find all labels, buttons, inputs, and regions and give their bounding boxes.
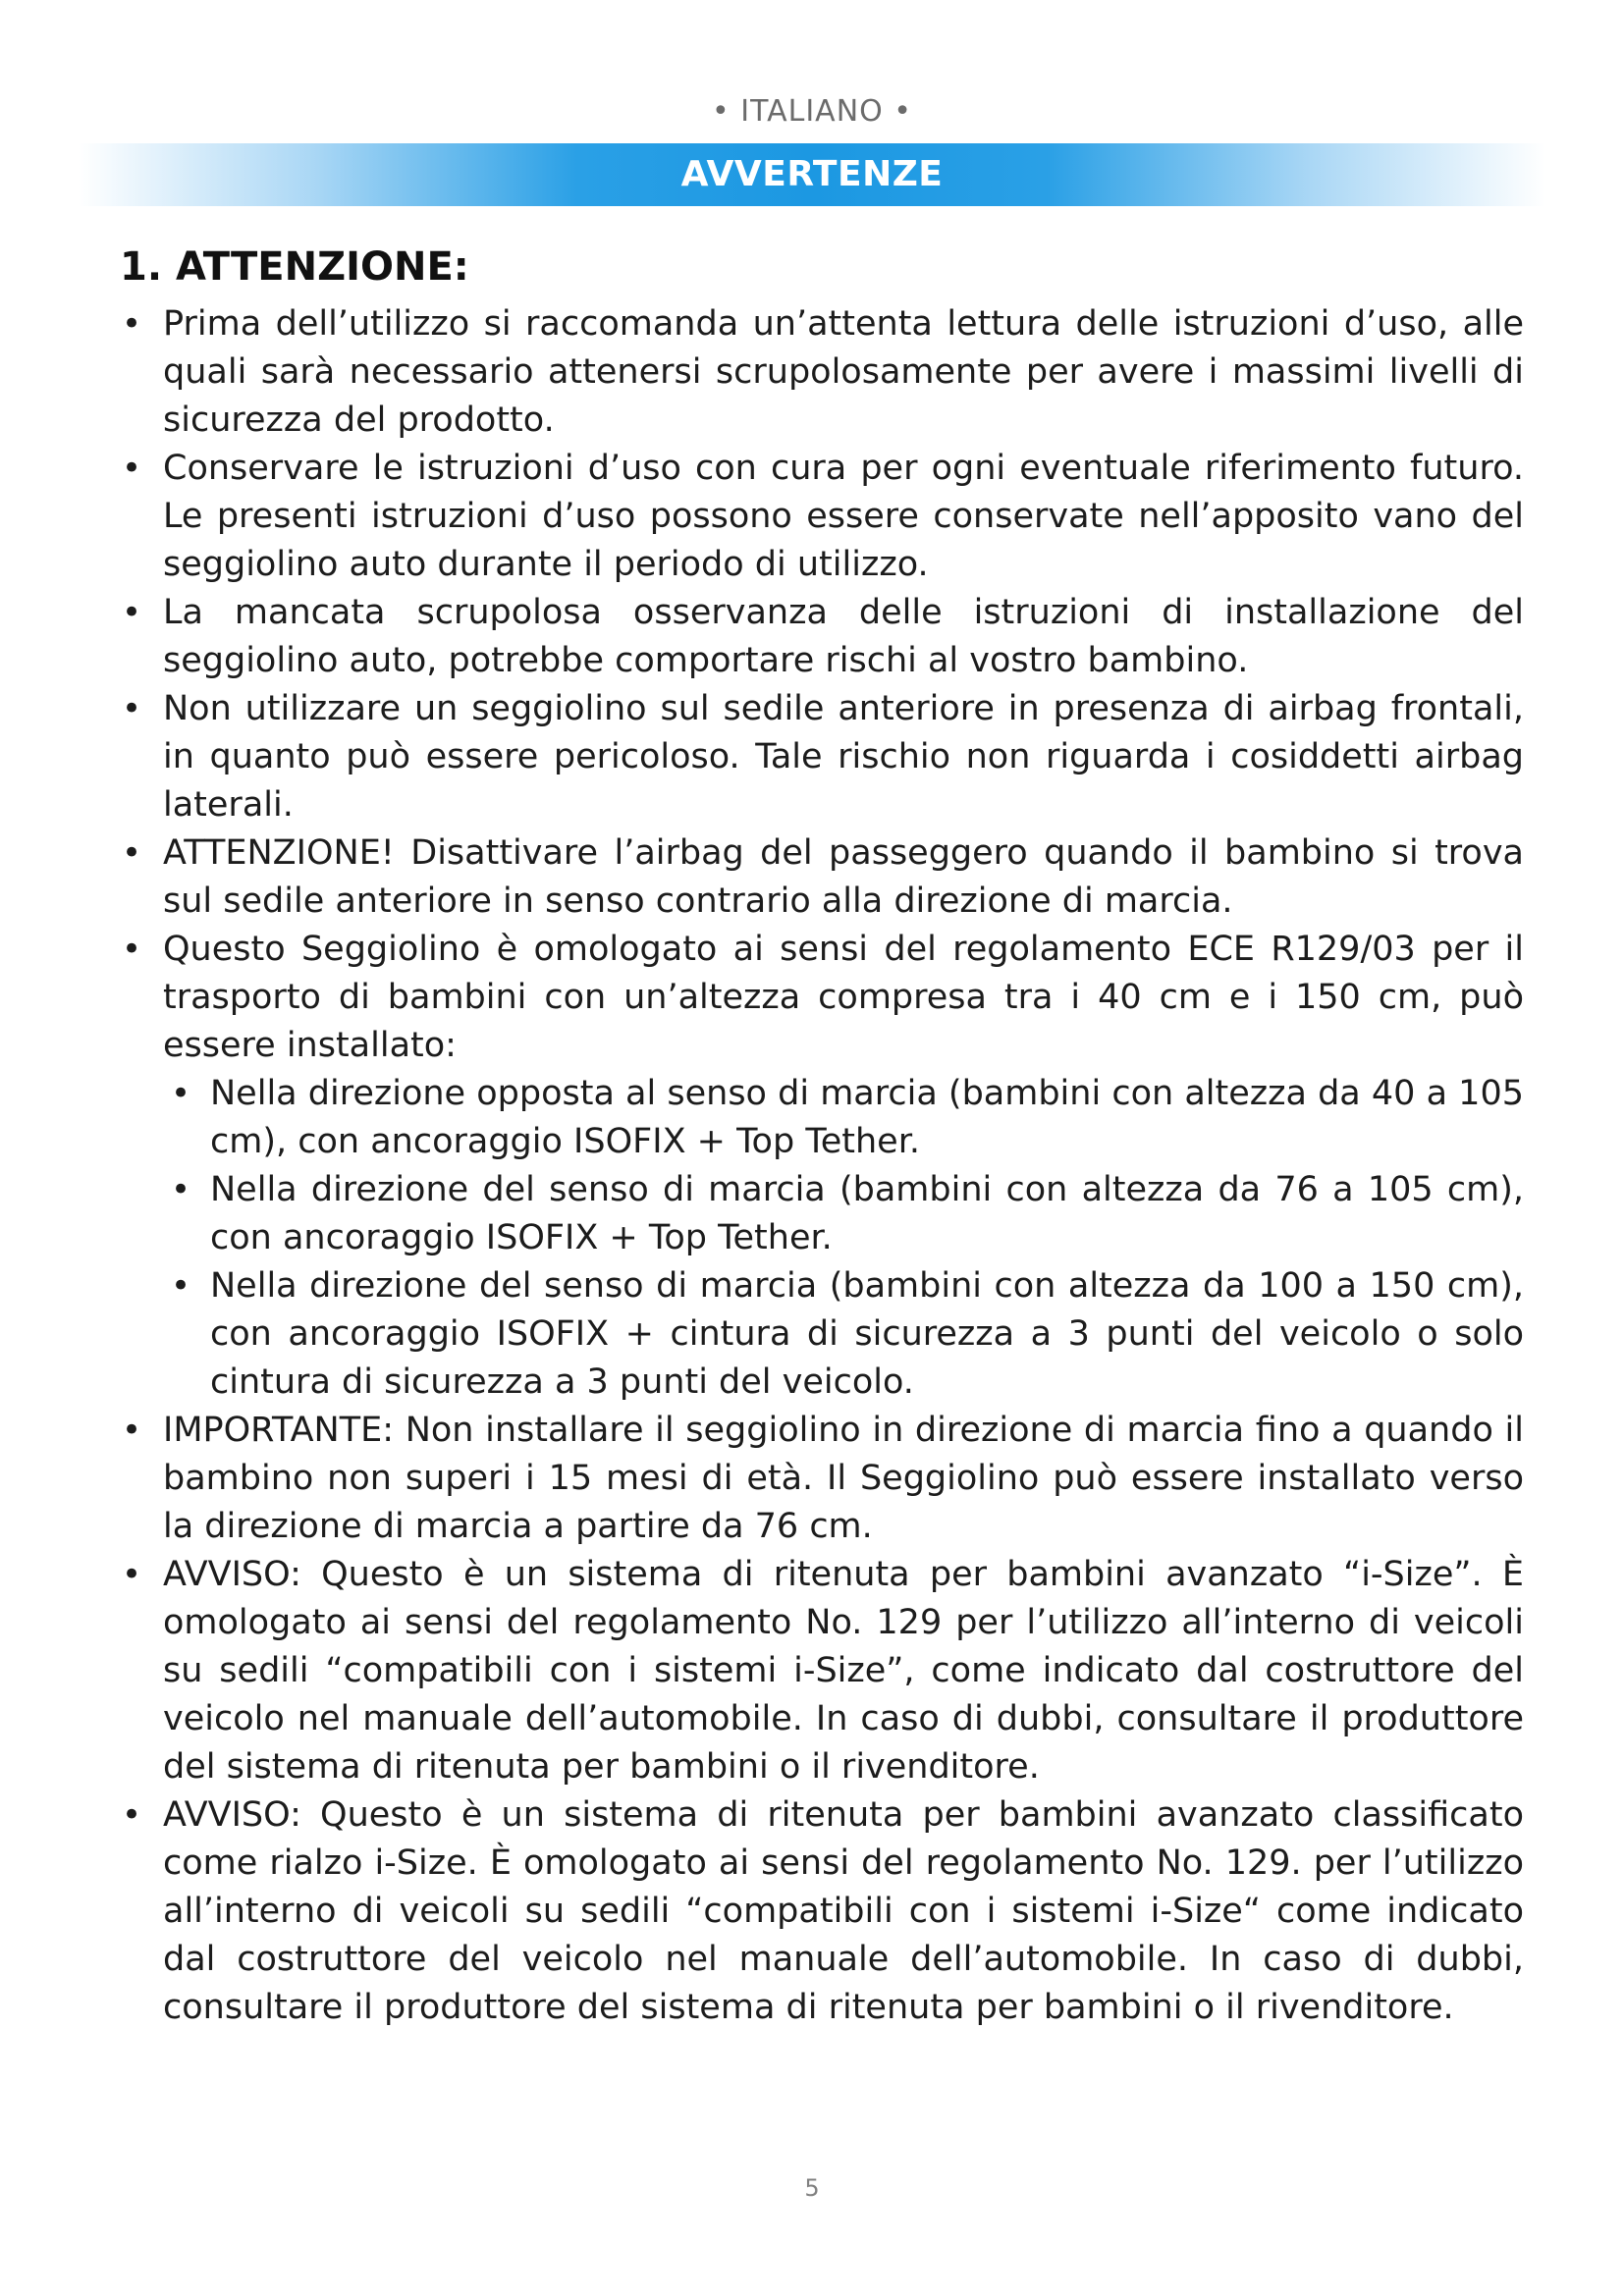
installation-intro: Questo Seggiolino è omologato ai sensi del regolamento ECE R129/03 per il trasporto di bambini con un’altezza compresa tra i 40 cm e i 150 cm, può essere installato: xyxy=(163,930,1524,1065)
installation-option: • Nella direzione opposta al senso di marcia (bambini con altezza da 40 a 105 cm), con ancoraggio ISOFIX + Top Tether. xyxy=(163,1070,1524,1166)
warnings-heading: 1. ATTENZIONE: xyxy=(120,244,469,290)
warnings-list xyxy=(120,300,1524,2032)
warning-item: • Conservare le istruzioni d’uso con cura per ogni eventuale riferimento futuro. Le presenti istruzioni d’uso possono essere conservate nell’apposito vano del seggiolino auto durante il periodo di utilizzo. xyxy=(120,445,1524,589)
installation-option: • Nella direzione del senso di marcia (bambini con altezza da 76 a 105 cm), con ancoraggio ISOFIX + Top Tether. xyxy=(163,1166,1524,1262)
warning-item: • ATTENZIONE! Disattivare l’airbag del passeggero quando il bambino si trova sul sedile anteriore in senso contrario alla direzione di marcia. xyxy=(120,829,1524,926)
warning-item: • AVVISO: Questo è un sistema di ritenuta per bambini avanzato “i-Size”. È omologato ai sensi del regolamento No. 129 per l’utilizzo all’interno di veicoli su sedili “compatibili con i sistemi i-Size”, come indicato dal costruttore del veicolo nel manuale dell’automobile. In caso di dubbi, consultare il produttore del sistema di ritenuta per bambini o il rivenditore. xyxy=(120,1551,1524,1791)
warning-item-installation xyxy=(120,926,1524,1407)
page-number: 5 xyxy=(804,2174,820,2202)
warnings-section xyxy=(120,240,1524,2032)
installation-options-list xyxy=(163,1070,1524,1407)
language-label: • ITALIANO • xyxy=(712,94,912,129)
section-title-banner: AVVERTENZE xyxy=(79,143,1545,206)
warning-item: • La mancata scrupolosa osservanza delle istruzioni di installazione del seggiolino auto, potrebbe comportare rischi al vostro bambino. xyxy=(120,589,1524,685)
warning-item: • AVVISO: Questo è un sistema di ritenuta per bambini avanzato classificato come rialzo i-Size. È omologato ai sensi del regolamento No. 129. per l’utilizzo all’interno di veicoli su sedili “compatibili con i sistemi i-Size“ come indicato dal costruttore del veicolo nel manuale dell’automobile. In caso di dubbi, consultare il produttore del sistema di ritenuta per bambini o il rivenditore. xyxy=(120,1791,1524,2032)
warning-item: • Prima dell’utilizzo si raccomanda un’attenta lettura delle istruzioni d’uso, alle quali sarà necessario attenersi scrupolosamente per avere i massimi livelli di sicurezza del prodotto. xyxy=(120,300,1524,445)
installation-option: • Nella direzione del senso di marcia (bambini con altezza da 100 a 150 cm), con ancoraggio ISOFIX + cintura di sicurezza a 3 punti del veicolo o solo cintura di sicurezza a 3 punti del veicolo. xyxy=(163,1262,1524,1407)
warning-item: • IMPORTANTE: Non installare il seggiolino in direzione di marcia fino a quando il bambino non superi i 15 mesi di età. Il Seggiolino può essere installato verso la direzione di marcia a partire da 76 cm. xyxy=(120,1407,1524,1551)
warning-item: • Non utilizzare un seggiolino sul sedile anteriore in presenza di airbag frontali, in quanto può essere pericoloso. Tale rischio non riguarda i cosiddetti airbag laterali. xyxy=(120,685,1524,829)
